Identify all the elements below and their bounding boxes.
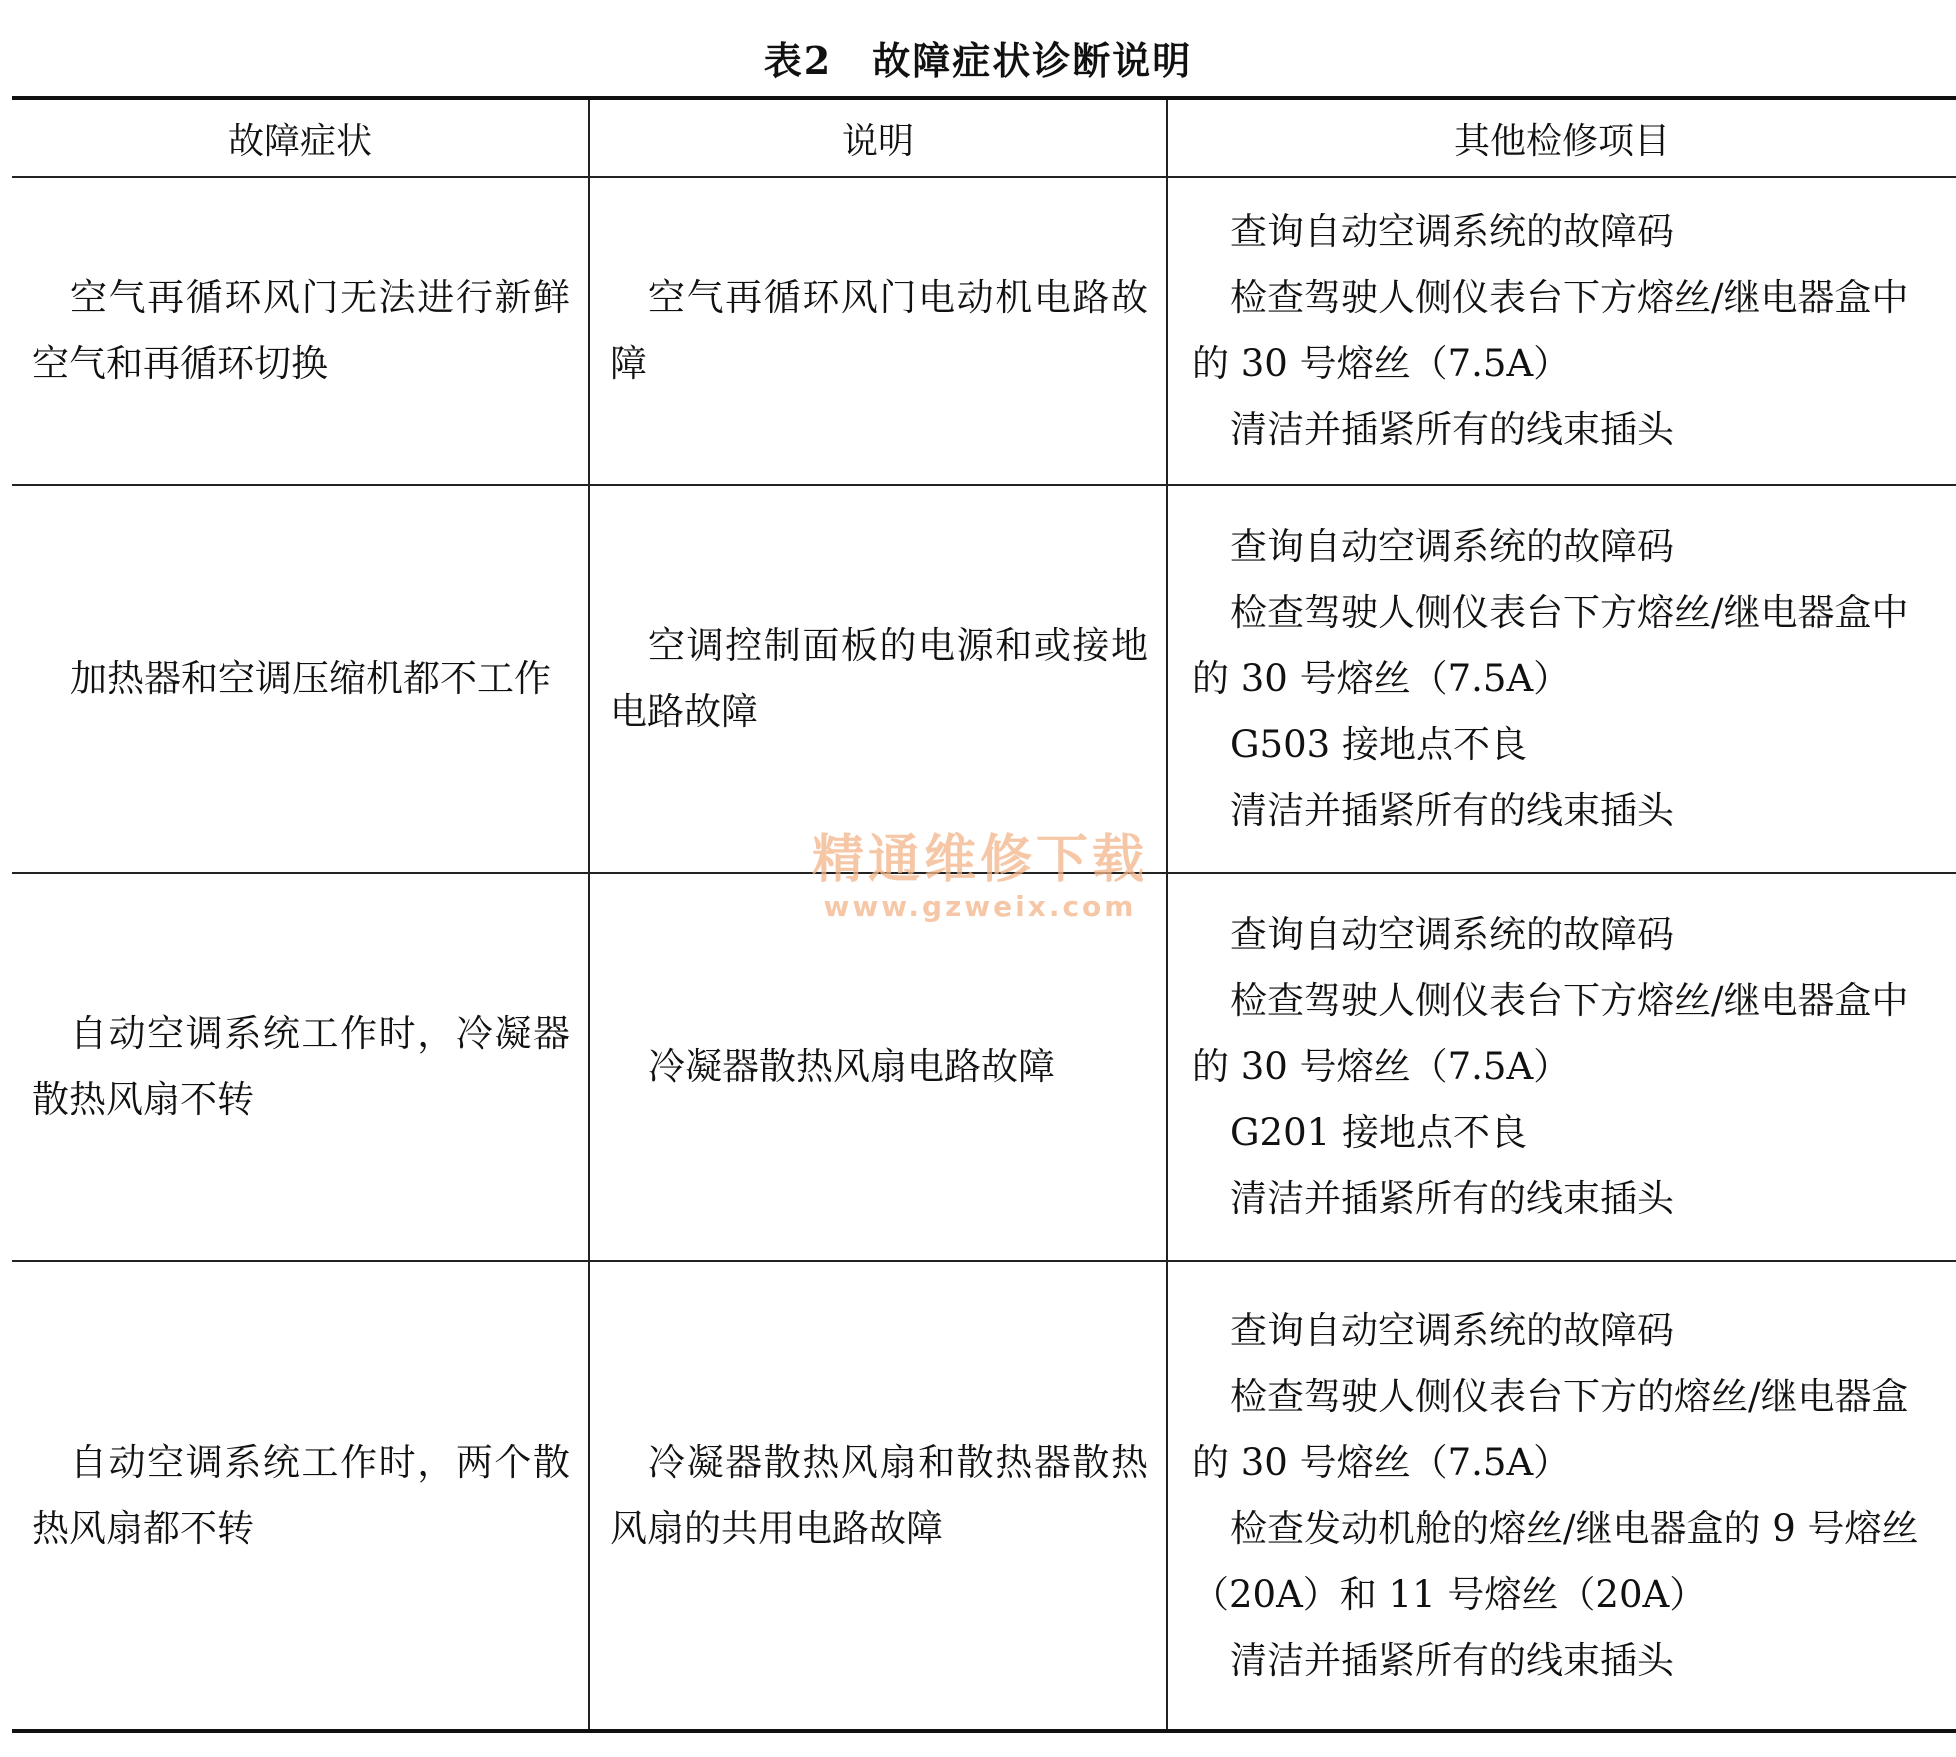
watermark-text: 精通维修下载 xyxy=(811,829,1148,890)
table-row xyxy=(12,177,1956,485)
table-row xyxy=(12,485,1956,873)
check-item: 查询自动空调系统的故障码 xyxy=(1230,913,1674,956)
check-item: 检查驾驶人侧仪表台下方的熔丝/继电器盒的 30 号熔丝（7.5A） xyxy=(1192,1374,1909,1484)
table-number: 表2 xyxy=(763,38,833,83)
symptom-cell xyxy=(12,1261,589,1731)
symptom-cell xyxy=(12,485,589,873)
check-item: 清洁并插紧所有的线束插头 xyxy=(1230,789,1674,832)
check-item: G201 接地点不良 xyxy=(1230,1111,1527,1154)
header-description: 说明 xyxy=(589,98,1167,177)
header-symptom: 故障症状 xyxy=(12,98,589,177)
description-cell xyxy=(589,873,1167,1261)
description-text: 冷凝器散热风扇电路故障 xyxy=(648,1045,1055,1088)
description-cell xyxy=(589,1261,1167,1731)
check-item: 检查驾驶人侧仪表台下方熔丝/继电器盒中的 30 号熔丝（7.5A） xyxy=(1192,979,1909,1088)
description-text: 空气再循环风门电动机电路故障 xyxy=(610,276,1148,385)
table-header-row xyxy=(12,98,1956,177)
table-row xyxy=(12,1261,1956,1731)
description-text: 空调控制面板的电源和或接地电路故障 xyxy=(610,624,1148,733)
checks-cell xyxy=(1167,1261,1956,1731)
table-title-text: 故障症状诊断说明 xyxy=(872,38,1193,83)
check-item: 检查驾驶人侧仪表台下方熔丝/继电器盒中的 30 号熔丝（7.5A） xyxy=(1192,591,1909,700)
symptom-text: 空气再循环风门无法进行新鲜空气和再循环切换 xyxy=(32,276,570,385)
symptom-text: 加热器和空调压缩机都不工作 xyxy=(70,657,551,700)
symptom-cell xyxy=(12,873,589,1261)
description-cell xyxy=(589,177,1167,485)
check-item: 查询自动空调系统的故障码 xyxy=(1230,210,1674,253)
check-item: 清洁并插紧所有的线束插头 xyxy=(1230,1177,1674,1220)
description-cell xyxy=(589,485,1167,873)
check-item: 查询自动空调系统的故障码 xyxy=(1230,1308,1674,1352)
check-item: 查询自动空调系统的故障码 xyxy=(1230,525,1674,568)
table-row xyxy=(12,873,1956,1261)
symptom-text: 自动空调系统工作时，两个散热风扇都不转 xyxy=(32,1440,570,1550)
symptom-text: 自动空调系统工作时，冷凝器散热风扇不转 xyxy=(32,1012,570,1121)
header-other-checks: 其他检修项目 xyxy=(1167,98,1956,177)
checks-cell xyxy=(1167,873,1956,1261)
checks-cell xyxy=(1167,177,1956,485)
watermark-url: www.gzweix.com xyxy=(823,890,1137,923)
table-title xyxy=(0,30,1956,85)
checks-cell xyxy=(1167,485,1956,873)
check-item: 检查驾驶人侧仪表台下方熔丝/继电器盒中的 30 号熔丝（7.5A） xyxy=(1192,276,1909,385)
check-item: 清洁并插紧所有的线束插头 xyxy=(1230,408,1674,451)
check-item: 清洁并插紧所有的线束插头 xyxy=(1230,1638,1674,1682)
diagnosis-table xyxy=(12,96,1956,1733)
symptom-cell xyxy=(12,177,589,485)
description-text: 冷凝器散热风扇和散热器散热风扇的共用电路故障 xyxy=(610,1440,1148,1550)
check-item: 检查发动机舱的熔丝/继电器盒的 9 号熔丝（20A）和 11 号熔丝（20A） xyxy=(1192,1506,1919,1616)
check-item: G503 接地点不良 xyxy=(1230,723,1527,766)
